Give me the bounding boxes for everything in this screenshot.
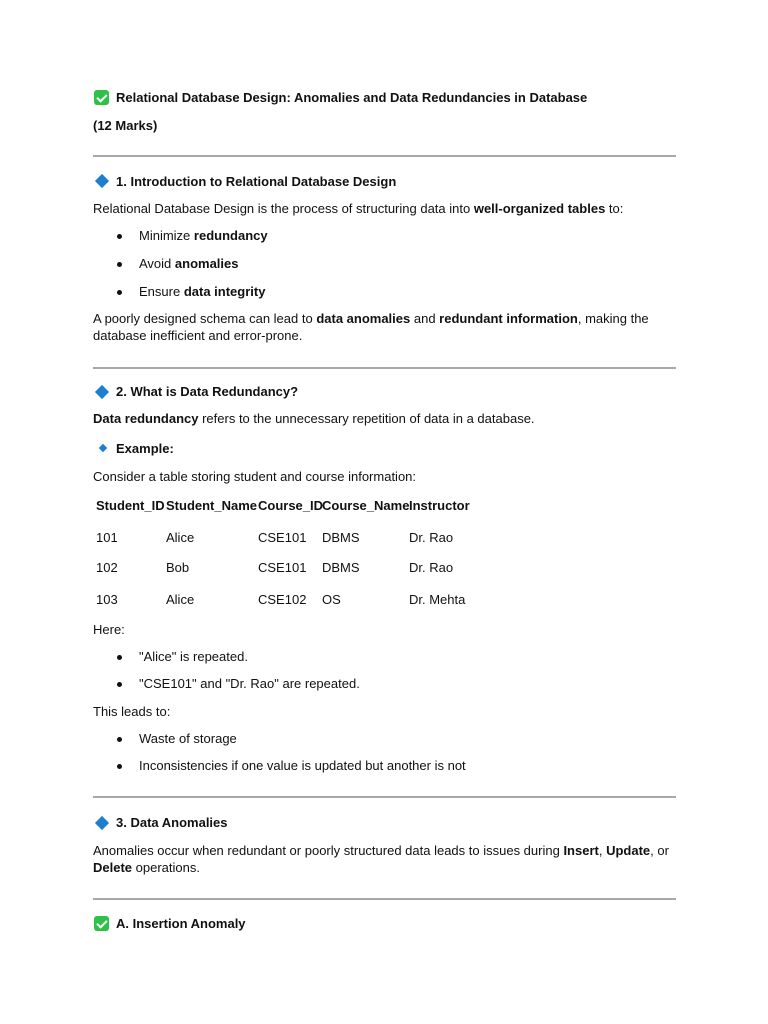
list-item: Waste of storage [139,731,237,746]
section1-paragraph: A poorly designed schema can lead to data anomalies and redundant information, making the database inefficient and error-prone. [93,311,649,343]
table-cell: CSE102 [258,592,307,607]
bullet-icon [117,234,122,239]
table-cell: 101 [96,530,118,545]
section3-heading: 3. Data Anomalies [116,815,228,830]
bullet-icon [117,737,122,742]
leads-label: This leads to: [93,704,171,719]
table-cell: CSE101 [258,560,307,575]
table-cell: Dr. Mehta [409,592,466,607]
table-header: Course_Name [322,498,410,513]
table-header: Student_ID [96,498,165,513]
bullet-icon [117,290,122,295]
divider [93,796,676,798]
example-label: Example: [116,441,174,456]
check-icon [94,916,109,931]
table-header: Student_Name [166,498,258,513]
check-icon [94,90,109,105]
list-item: Avoid anomalies [139,256,239,271]
table-cell: Dr. Rao [409,560,454,575]
table-cell: Dr. Rao [409,530,454,545]
diamond-icon [95,816,109,830]
divider [93,155,676,157]
diamond-icon [95,385,109,399]
sectionA-heading: A. Insertion Anomaly [116,916,246,931]
table-cell: OS [322,592,341,607]
bullet-icon [117,764,122,769]
bullet-icon [117,655,122,660]
divider [93,898,676,900]
section1-intro: Relational Database Design is the process of structuring data into well-organized tables to: [93,201,624,216]
section1-heading: 1. Introduction to Relational Database Design [116,174,397,189]
section2-definition: Data redundancy refers to the unnecessary repetition of data in a database. [93,411,535,426]
table-cell: Alice [166,592,195,607]
bullet-icon [117,682,122,687]
list-item: Inconsistencies if one value is updated but another is not [139,758,466,773]
list-item: "Alice" is repeated. [139,649,248,664]
table-cell: CSE101 [258,530,307,545]
list-item: Minimize redundancy [139,228,268,243]
table-cell: DBMS [322,530,360,545]
here-label: Here: [93,622,125,637]
divider [93,367,676,369]
table-header: Instructor [409,498,470,513]
page-title: Relational Database Design: Anomalies and Data Redundancies in Database [116,90,588,105]
small-diamond-icon [99,444,107,452]
table-header: Course_ID [258,498,324,513]
consider-text: Consider a table storing student and course information: [93,469,417,484]
list-item: Ensure data integrity [139,284,266,299]
table-cell: Bob [166,560,190,575]
bullet-icon [117,262,122,267]
section3-paragraph: Anomalies occur when redundant or poorly structured data leads to issues during Insert, Update, or Delete operations. [93,843,669,875]
list-item: "CSE101" and "Dr. Rao" are repeated. [139,676,360,691]
marks-label: (12 Marks) [93,118,158,133]
table-cell: Alice [166,530,195,545]
table-cell: DBMS [322,560,360,575]
table-cell: 102 [96,560,118,575]
table-cell: 103 [96,592,118,607]
section2-heading: 2. What is Data Redundancy? [116,384,299,399]
diamond-icon [95,174,109,188]
